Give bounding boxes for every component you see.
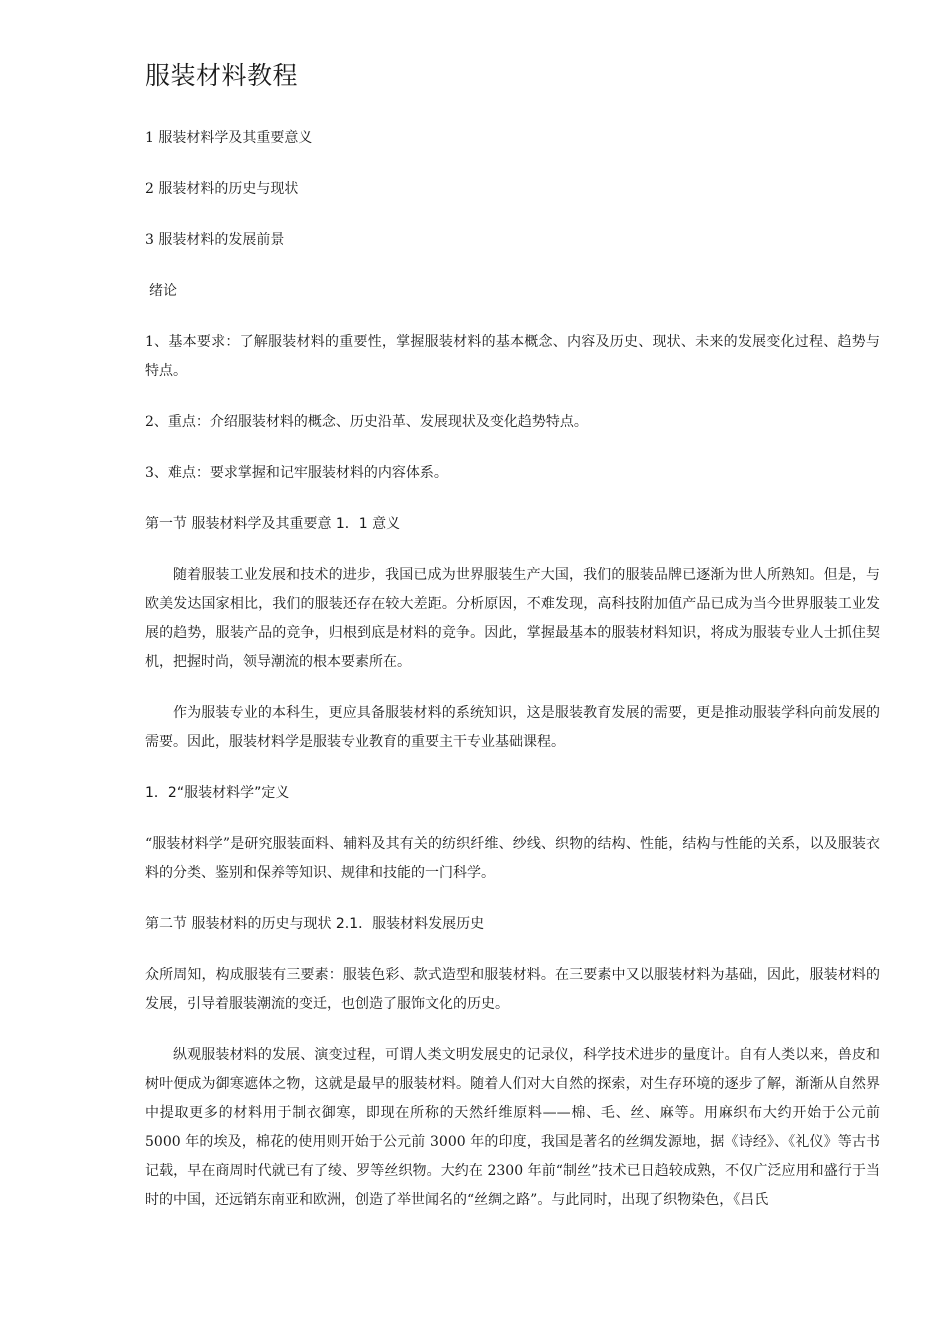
section-1-heading: 第一节 服装材料学及其重要意 1．1 意义 <box>145 516 401 532</box>
requirements-list <box>145 328 880 488</box>
toc-item: 1 服装材料学及其重要意义 <box>145 130 313 146</box>
section-2-heading: 第二节 服装材料的历史与现状 2.1．服装材料发展历史 <box>145 916 485 932</box>
requirement-item: 3、难点：要求掌握和记牢服装材料的内容体系。 <box>145 465 448 481</box>
definition-heading: 1．2“服装材料学”定义 <box>145 785 290 801</box>
requirement-item: 1、基本要求：了解服装材料的重要性，掌握服装材料的基本概念、内容及历史、现状、未来的发展变化过程、趋势与特点。 <box>145 334 880 379</box>
section-1-paragraph: 作为服装专业的本科生，更应具备服装材料的系统知识，这是服装教育发展的需要，更是推动服装学科向前发展的需要。因此，服装材料学是服装专业教育的重要主干专业基础课程。 <box>145 705 880 750</box>
section-1-paragraph: 随着服装工业发展和技术的进步，我国已成为世界服装生产大国，我们的服装品牌已逐渐为世人所熟知。但是，与欧美发达国家相比，我们的服装还存在较大差距。分析原因，不难发现，高科技附加值产品已成为当今世界服装工业发展的趋势，服装产品的竞争，归根到底是材料的竞争。因此，掌握最基本的服装材料知识，将成为服装专业人士抓住契机，把握时尚，领导潮流的根本要素所在。 <box>145 567 880 670</box>
section-2-paragraph: 纵观服装材料的发展、演变过程，可谓人类文明发展史的记录仪，科学技术进步的量度计。自有人类以来，兽皮和树叶便成为御寒遮体之物，这就是最早的服装材料。随着人们对大自然的探索，对生存环境的逐步了解，渐渐从自然界中提取更多的材料用于制衣御寒，即现在所称的天然纤维原料——棉、毛、丝、麻等。用麻织布大约开始于公元前 5000 年的埃及，棉花的使用则开始于公元前 3000 年的印度，我国是著名的丝绸发源地，据《诗经》、《礼仪》等古书记载，早在商周时代就已有了绫、罗等丝织物。大约在 2300 年前“制丝”技术已日趋较成熟，不仅广泛应用和盛行于当时的中国，还远销东南亚和欧洲，创造了举世闻名的“丝绸之路”。与此同时，出现了织物染色，《吕氏 <box>145 1047 880 1208</box>
document-page <box>145 58 880 1237</box>
intro-label: 绪论 <box>149 283 177 299</box>
toc-item: 2 服装材料的历史与现状 <box>145 181 299 197</box>
section-2-paragraph: 众所周知，构成服装有三要素：服装色彩、款式造型和服装材料。在三要素中又以服装材料为基础，因此，服装材料的发展，引导着服装潮流的变迁，也创造了服饰文化的历史。 <box>145 967 880 1012</box>
table-of-contents <box>145 124 880 255</box>
requirement-item: 2、重点：介绍服装材料的概念、历史沿革、发展现状及变化趋势特点。 <box>145 414 588 430</box>
definition-paragraph: “服装材料学”是研究服装面料、辅料及其有关的纺织纤维、纱线、织物的结构、性能，结构与性能的关系，以及服装衣料的分类、鉴别和保养等知识、规律和技能的一门科学。 <box>145 836 880 881</box>
toc-item: 3 服装材料的发展前景 <box>145 232 285 248</box>
document-title: 服装材料教程 <box>145 61 299 90</box>
